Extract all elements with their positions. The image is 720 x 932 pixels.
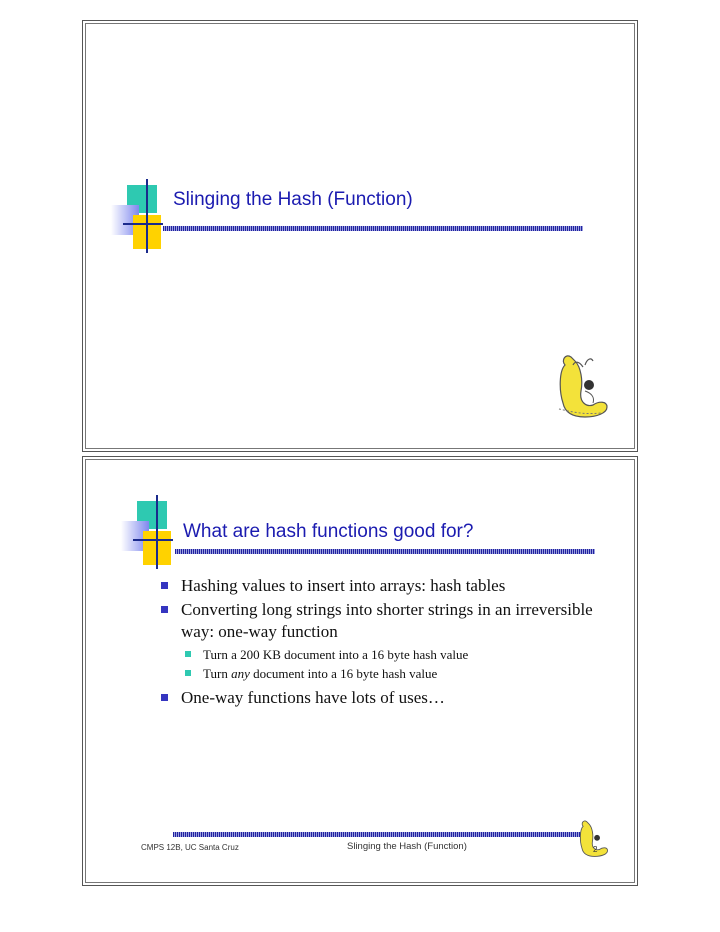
sub-bullet-item [161, 664, 621, 683]
logo-squares-icon [121, 501, 181, 571]
bullet-text: Converting long strings into shorter strings in an irreversible way: one-way function [181, 600, 593, 641]
bullet-square-icon [161, 694, 168, 701]
title-rule [163, 226, 583, 231]
slide-2-title: What are hash functions good for? [183, 521, 474, 542]
sub-bullet-text-emphasis: any [231, 666, 250, 681]
bullet-text: Hashing values to insert into arrays: hash tables [181, 576, 506, 595]
slide-1-title: Slinging the Hash (Function) [173, 189, 413, 210]
bullet-square-icon [161, 582, 168, 589]
footer-rule [173, 832, 593, 837]
sub-bullet-text-pre: Turn [203, 666, 232, 681]
footer-left: CMPS 12B, UC Santa Cruz [141, 843, 239, 852]
sub-bullet-text: Turn a 200 KB document into a 16 byte hash value [203, 647, 469, 662]
sub-bullet-text-post: document into a 16 byte hash value [249, 666, 438, 681]
bullet-item [161, 687, 621, 709]
bullet-item [161, 575, 621, 597]
logo-squares-icon [111, 185, 171, 255]
slug-mascot-icon [575, 817, 611, 861]
bullet-list [161, 575, 621, 711]
slide-1 [82, 20, 638, 452]
slide-2 [82, 456, 638, 886]
bullet-text: One-way functions have lots of uses… [181, 688, 445, 707]
title-rule [175, 549, 595, 554]
page-number: 2 [593, 845, 598, 854]
bullet-square-icon [161, 606, 168, 613]
sub-bullet-item [161, 645, 621, 664]
sub-bullet-square-icon [185, 670, 191, 676]
sub-bullet-square-icon [185, 651, 191, 657]
bullet-item [161, 599, 621, 643]
footer-center: Slinging the Hash (Function) [347, 841, 467, 852]
slug-mascot-icon [551, 351, 613, 423]
